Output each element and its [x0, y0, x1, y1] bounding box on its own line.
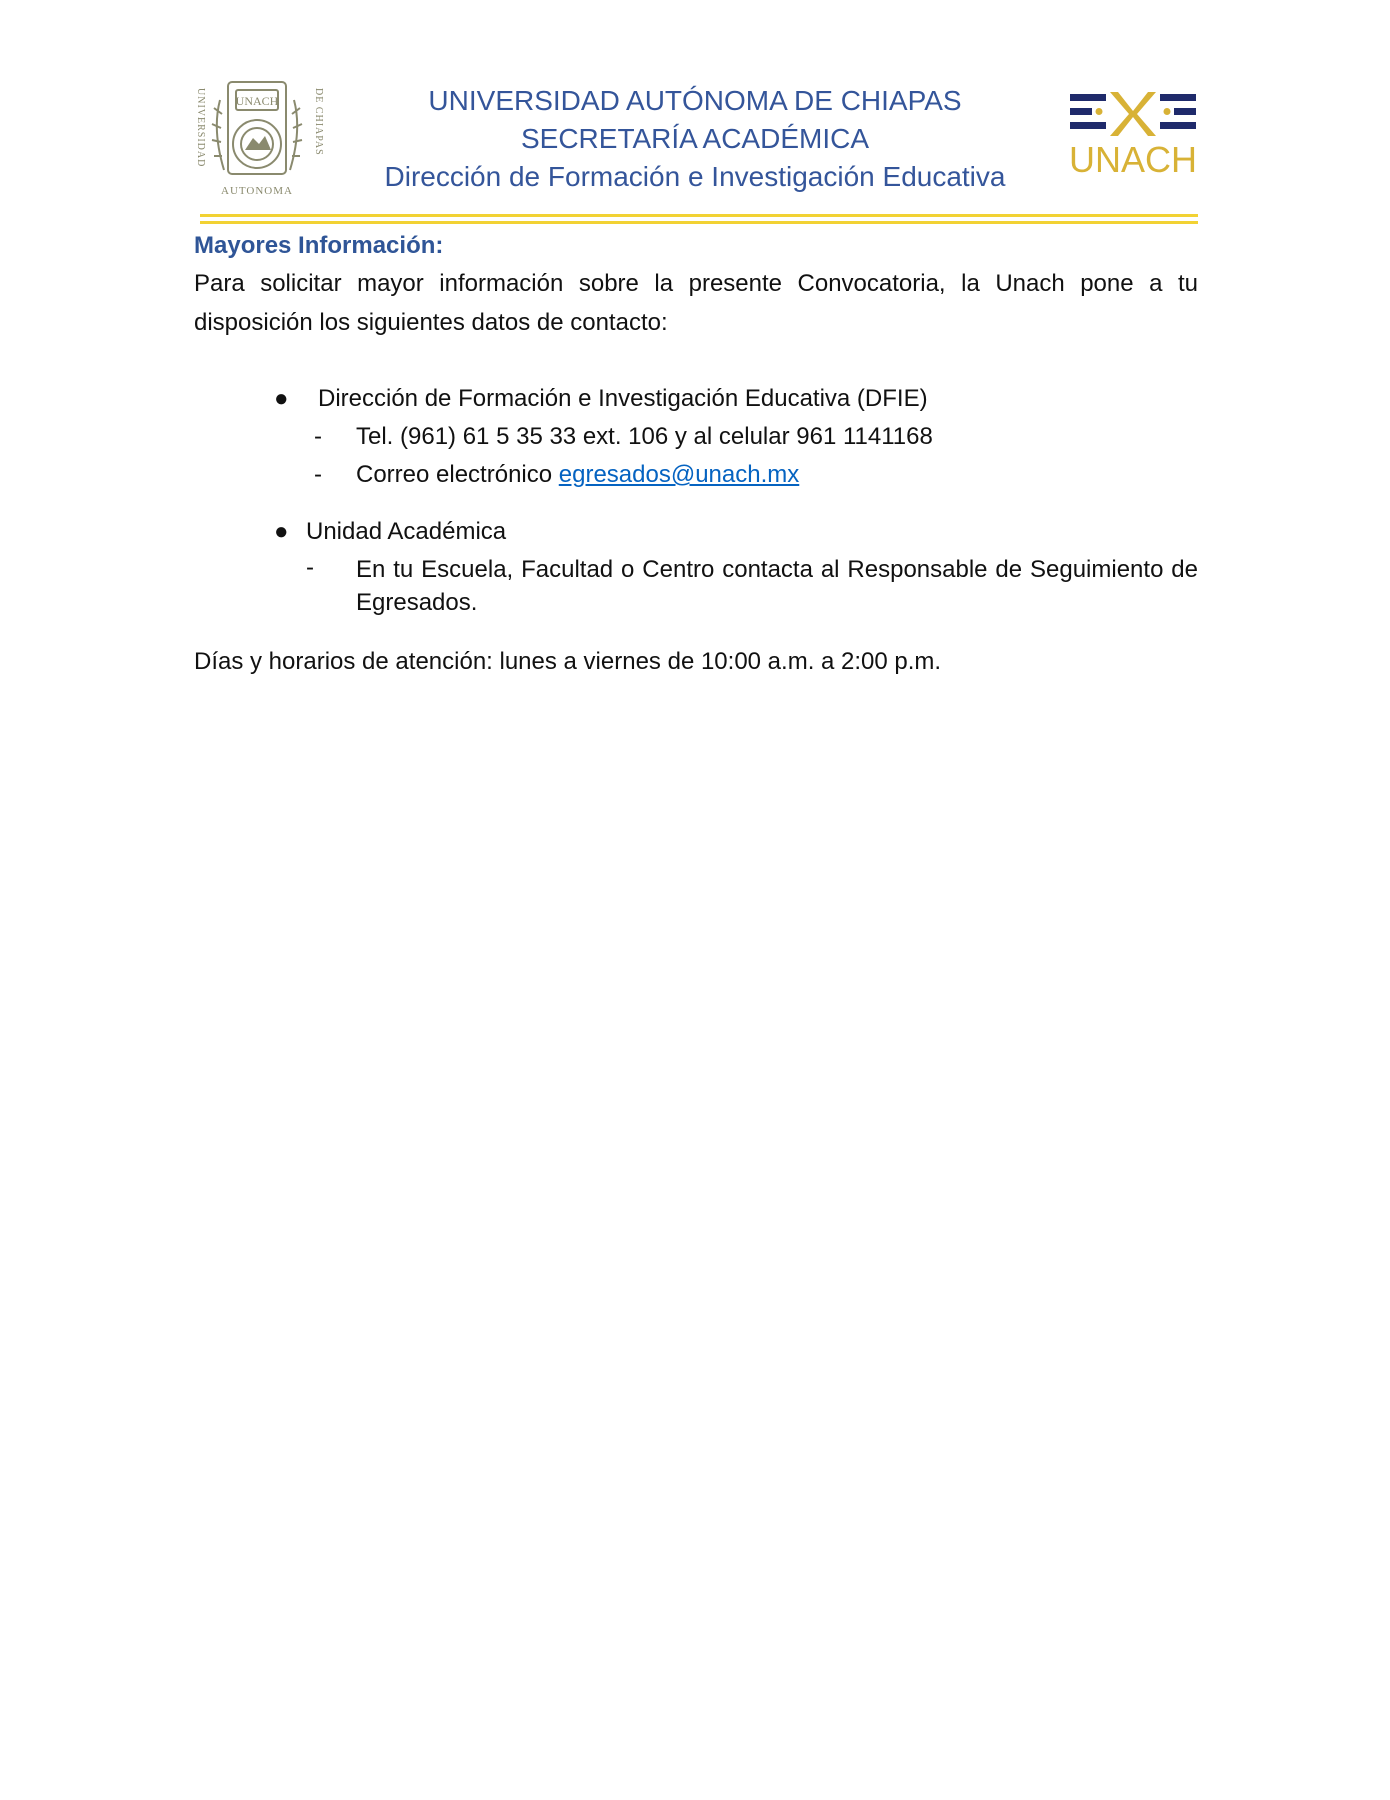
header-rule-top: [200, 214, 1198, 217]
intro-paragraph: Para solicitar mayor información sobre la presente Convocatoria, la Unach pone a tu disposición los siguientes datos de contacto:: [194, 270, 1198, 336]
contact-email: [194, 456, 1198, 494]
seal-text-bottom: AUTONOMA: [221, 185, 293, 197]
document-header: [190, 78, 1200, 198]
seal-text-left: UNIVERSIDAD: [195, 88, 206, 168]
exe-unach-logo: [1068, 88, 1198, 178]
phone-text: Tel. (961) 61 5 35 33 ext. 106 y al celular 961 1141168: [356, 423, 933, 450]
secretariat-name: SECRETARÍA ACADÉMICA: [520, 123, 869, 154]
header-rule-bottom: [200, 221, 1198, 224]
seal-text-top: UNACH: [235, 94, 279, 108]
unach-seal-logo: [190, 80, 322, 198]
document-body: [194, 228, 1198, 681]
dash-marker: -: [314, 461, 322, 488]
seal-text-right: DE CHIAPAS: [313, 88, 324, 156]
unidad-detail-text: En tu Escuela, Facultad o Centro contacta al Responsable de Seguimiento de Egresados.: [356, 556, 1198, 616]
university-name: UNIVERSIDAD AUTÓNOMA DE CHIAPAS: [428, 85, 962, 116]
contact-phone: [194, 418, 1198, 456]
directorate-name: Dirección de Formación e Investigación Educativa: [384, 161, 1006, 192]
contact-item-unidad: [194, 513, 1198, 551]
contact-list: [194, 380, 1198, 619]
contact-title: Dirección de Formación e Investigación Educativa (DFIE): [318, 385, 928, 412]
exe-logo-text: UNACH: [1068, 139, 1198, 180]
dash-marker: -: [314, 423, 322, 450]
header-titles: [350, 82, 1040, 196]
bullet-marker: ●: [274, 518, 289, 545]
section-title: Mayores Información:: [194, 232, 444, 259]
schedule-text: Días y horarios de atención: lunes a viernes de 10:00 a.m. a 2:00 p.m.: [194, 648, 942, 675]
contact-title: Unidad Académica: [306, 518, 507, 545]
contact-unidad-detail: [194, 551, 1198, 619]
dash-marker: -: [306, 554, 314, 581]
email-link[interactable]: egresados@unach.mx: [558, 461, 800, 488]
email-label: Correo electrónico: [356, 461, 559, 488]
contact-item-dfie: [194, 380, 1198, 418]
bullet-marker: ●: [274, 385, 289, 412]
